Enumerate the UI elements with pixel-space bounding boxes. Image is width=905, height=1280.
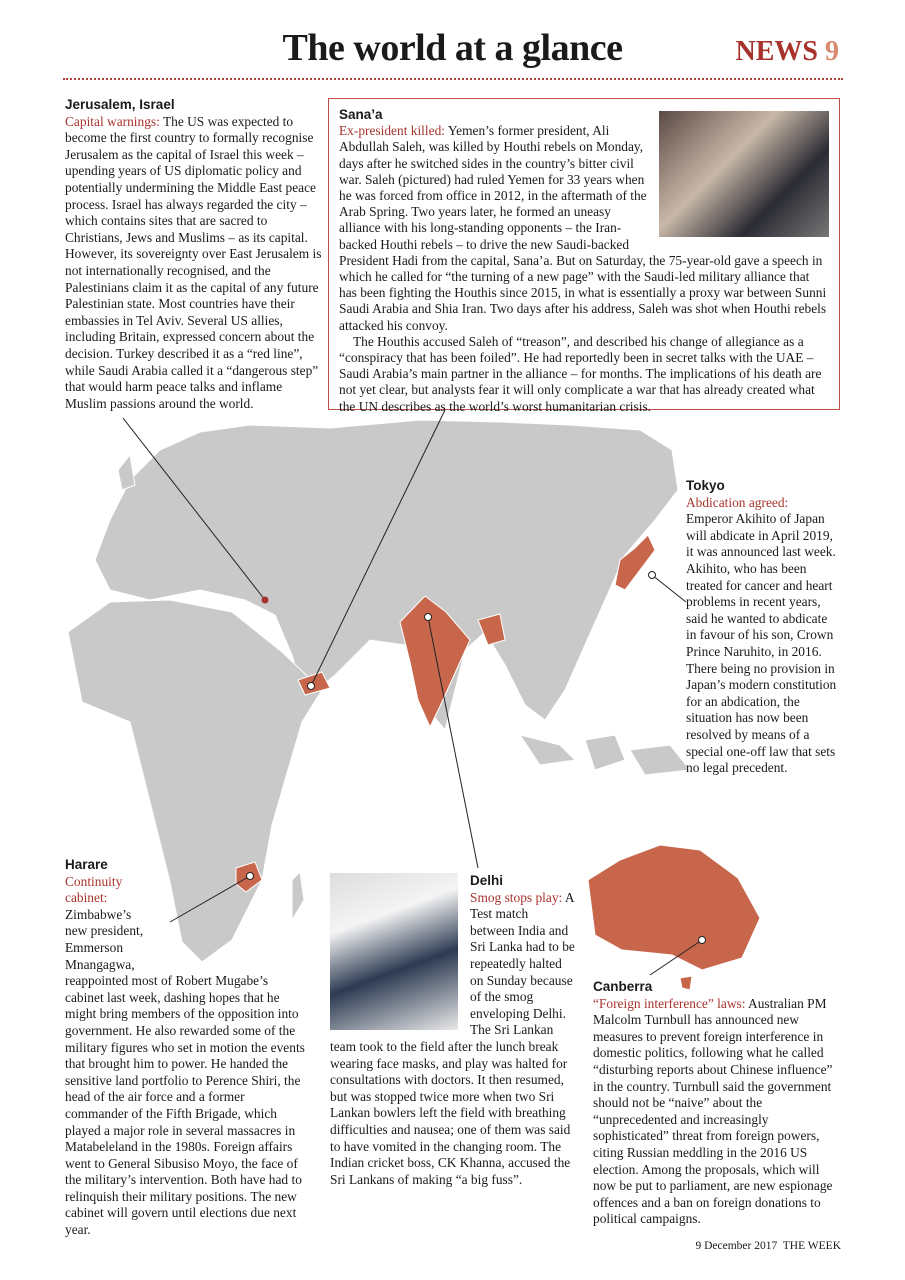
story-place: Sana’a: [339, 107, 383, 122]
story-body-container: [65, 114, 327, 413]
story-place: Jerusalem, Israel: [65, 97, 175, 112]
story-lead: Continuity cabinet:: [65, 873, 123, 906]
story-body: A Test match between India and Sri Lanka had to be repeatedly halted on Sunday because of the smog enveloping Delhi. The Sri Lankan team took to the field after the lunch break wearing face masks, and play was halted for consultations with doctors. It then resumed, but was stopped twice more when two Sri Lankan bowlers left the field with breathing difficulties and nausea; one of them was said to have vomited in the changing room. The Indian cricket boss, CK Khanna, accused the Sri Lankans of making “a big fuss”.: [330, 889, 575, 1187]
myanmar-highlight: [478, 614, 505, 645]
section-name: NEWS: [735, 36, 818, 67]
saleh-photo: [659, 111, 829, 237]
canberra-pin-icon: [699, 937, 706, 944]
story-lead: “Foreign interference” laws:: [593, 995, 746, 1011]
story-place: Delhi: [470, 873, 504, 888]
sanaa-pin-icon: [308, 683, 315, 690]
cricketer-photo: [330, 873, 458, 1030]
story-body: Yemen’s former president, Ali Abdullah Saleh, was killed by Houthi rebels on Monday, days after he switched sides in the country’s bitter civil war. Saleh (pictured) had ruled Yemen for 33 years when he was forced from office in 2012, in the aftermath of the Arab Spring. Two years later, he formed an uneasy alliance with his long-standing opponents – the Iran-backed Houthi rebels – to drive the new Saudi-backed President Hadi from the capital, Sana’a. But on Saturday, the 75-year-old gave a speech in which he called for “the turning of a new page” with the Saudi-led military alliance that has been fighting the Houthis since 2015, in what is essentially a proxy war between Sunni Saudi Arabia and Shia Iran. Two days after his address, Saleh was shot when Houthi rebels attacked his convoy.: [339, 123, 827, 333]
story-body: Zimbabwe’s new president, Emmerson Mnangagwa, reappointed most of Robert Mugabe’s cabinet last week, dashing hopes that he might bring members of the opposition into government. He also rewarded some of the military figures who set in motion the events that brought him to power. He handed the sensitive land portfolio to Perence Shiri, the head of the air force and a former commander of the Fifth Brigade, which played a major role in several massacres in Matabeleland in the 1980s. Foreign affairs went to General Sibusiso Moyo, the face of the military’s intervention. Both have had to relinquish their military positions. The new cabinet will govern until elections due next year.: [65, 906, 305, 1238]
story-lead: Smog stops play:: [470, 889, 563, 905]
story-canberra: [593, 979, 843, 1228]
story-sanaa: [328, 98, 840, 414]
story-lead: Ex-president killed:: [339, 123, 445, 139]
story-lead: Abdication agreed:: [686, 494, 789, 510]
story-jerusalem: [65, 97, 327, 412]
story-body: Australian PM Malcolm Turnbull has announced new measures to prevent foreign interference in domestic politics, following what he called “disturbing reports about Chinese influence” in the country. Turnbull said the government should not be “naive” about the “unprecedented and increasingly sophisticated” threat from foreign powers, citing Russian meddling in the 2016 US election. Among the proposals, which will now be put to parliament, are new espionage offences and a ban on foreign donations to political campaigns.: [593, 995, 833, 1227]
australia-highlight: [588, 845, 760, 970]
story-place: Canberra: [593, 979, 653, 994]
tokyo-pin-icon: [649, 572, 656, 579]
story-tokyo: [686, 478, 840, 777]
story-lead: Capital warnings:: [65, 113, 160, 129]
indonesia-islands: [520, 735, 690, 775]
story-place: Tokyo: [686, 478, 725, 493]
story-delhi: [330, 873, 576, 1188]
story-body: The US was expected to become the first country to formally recognise Jerusalem as the capital of Israel this week – upending years of US diplomatic policy and potentially undermining the Middle East peace process. Israel has always regarded the city – which contains sites that are sacred to Christians, Jews and Muslims – as its capital. However, its sovereignty over East Jerusalem is not internationally recognised, and the Palestinians claim it as the capital of any future Palestinian state. Most countries have their embassies in Tel Aviv. Several US allies, including Britain, expressed concern about the decision. Turkey described it as a “red line”, while Saudi Arabia called it a “dangerous step” that would harm peace talks and inflame Muslim passions around the world.: [65, 113, 322, 411]
publication-name: THE WEEK: [782, 1240, 841, 1252]
wrap-spacer: [155, 857, 305, 957]
story-body-2: The Houthis accused Saleh of “treason”, and described his change of allegiance as a “conspiracy that has been foiled”. He had reportedly been in secret talks with the UAE – Saudi Arabia’s main partner in the alliance – for months. The implications of his death are not yet clear, but analysts fear it will only complicate a war that has already created what the UN describes as the world’s worst humanitarian crisis.: [339, 333, 822, 414]
story-harare: [65, 857, 305, 1239]
story-body: Emperor Akihito of Japan will abdicate in April 2019, it was announced last week. Akihito, who has been treated for cancer and heart problems in recent years, said he wanted to abdicate in favour of his son, Crown Prince Naruhito, in 2016. There being no provision in Japan’s modern constitution for an abdication, the situation has now been resolved by means of a special one-off law that sets no legal precedent.: [686, 511, 837, 776]
page-footer: [695, 1240, 841, 1252]
jerusalem-pin-icon: [262, 597, 269, 604]
story-body-container: [593, 996, 843, 1228]
story-place: Harare: [65, 857, 108, 872]
page-title: The world at a glance: [282, 27, 623, 69]
tokyo-leader-line: [652, 575, 686, 602]
delhi-pin-icon: [425, 614, 432, 621]
uk-islands: [118, 455, 135, 490]
issue-date: 9 December 2017: [695, 1240, 778, 1252]
page-number: 9: [825, 36, 839, 67]
